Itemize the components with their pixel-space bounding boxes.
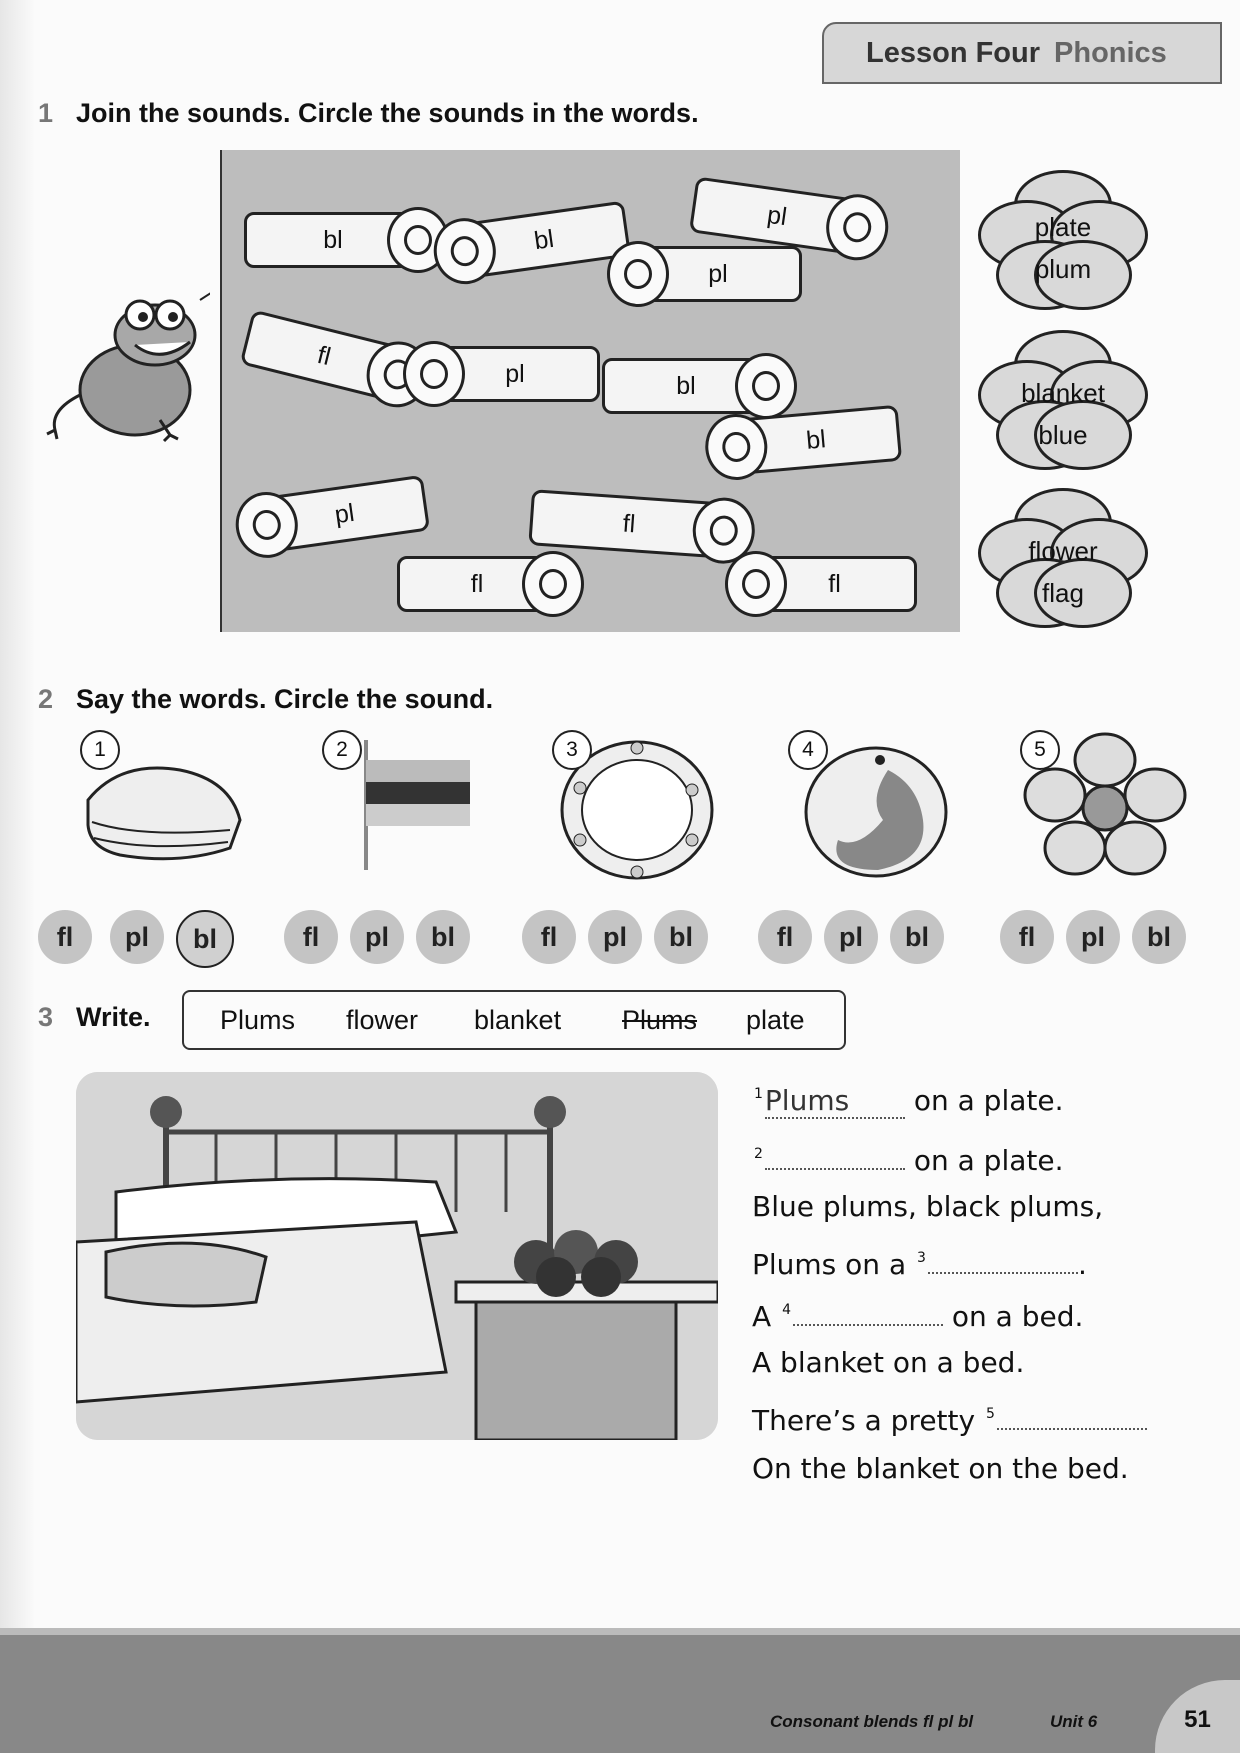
log-end [725, 551, 787, 617]
log[interactable] [397, 556, 557, 612]
sound-option[interactable]: pl [1066, 910, 1120, 964]
flower-word: blue [1038, 420, 1088, 450]
log[interactable] [634, 246, 802, 302]
sound-option[interactable]: fl [284, 910, 338, 964]
sound-option[interactable]: pl [824, 910, 878, 964]
blank-number: 1 [754, 1086, 763, 1102]
poem-text: Plums on a [752, 1248, 907, 1281]
frog-illustration [40, 280, 210, 450]
log-end [607, 241, 669, 307]
poem-line-3: Blue plums, black plums, [752, 1190, 1104, 1223]
word-box-item: plate [746, 1004, 805, 1035]
poem-text: . [1077, 1248, 1087, 1281]
picture-number: 5 [1020, 730, 1060, 770]
bed-scene-icon [76, 1072, 718, 1440]
log[interactable] [752, 556, 917, 612]
picture-number: 3 [552, 730, 592, 770]
log-sound: fl [828, 569, 841, 598]
page-number: 51 [1155, 1680, 1240, 1753]
log-sound: fl [621, 509, 637, 538]
word-flower [978, 488, 1148, 638]
log[interactable] [430, 346, 600, 402]
log-sound: bl [805, 424, 827, 455]
poem-line-5 [752, 1294, 1083, 1333]
answer-blank-4[interactable] [793, 1294, 943, 1326]
word-box-item: flower [346, 1004, 419, 1035]
log-sound: bl [676, 371, 696, 400]
poem-text: on a plate. [913, 1084, 1064, 1117]
sound-option[interactable]: bl [654, 910, 708, 964]
lesson-label: Lesson Four [866, 36, 1041, 69]
blank-number: 2 [754, 1146, 763, 1162]
page-gutter-shadow [0, 0, 34, 1640]
word-box-item-used: Plums [622, 1004, 698, 1035]
log[interactable] [244, 212, 422, 268]
exercise-2-title: Say the words. Circle the sound. [76, 684, 494, 714]
blank-number: 3 [917, 1250, 926, 1266]
poem-line-1 [752, 1084, 1063, 1119]
word-box-item: blanket [474, 1004, 562, 1035]
sound-option[interactable]: fl [522, 910, 576, 964]
poem-text: A [752, 1300, 772, 1333]
picture-number: 4 [788, 730, 828, 770]
answer-blank-5[interactable] [997, 1398, 1147, 1430]
picture-plate [552, 730, 722, 880]
answer-blank-2[interactable] [765, 1138, 905, 1170]
sound-option[interactable]: fl [758, 910, 812, 964]
poem-line-4 [752, 1242, 1087, 1281]
lesson-header [822, 22, 1222, 84]
poem-text: on a bed. [951, 1300, 1084, 1333]
word-box [182, 990, 846, 1050]
answer-blank-1[interactable]: Plums [765, 1084, 905, 1119]
picture-number: 1 [80, 730, 120, 770]
sound-option[interactable]: pl [350, 910, 404, 964]
poem-line-7 [752, 1398, 1147, 1437]
log-end [822, 190, 893, 264]
footer-topic: Consonant blends fl pl bl [770, 1712, 974, 1731]
log-sound: pl [505, 359, 525, 388]
log-end [231, 488, 302, 562]
sound-option[interactable]: pl [588, 910, 642, 964]
poem-line-8: On the blanket on the bed. [752, 1452, 1129, 1485]
exercise-3-number: 3 [38, 1002, 54, 1032]
log[interactable] [240, 309, 409, 402]
picture-number: 2 [322, 730, 362, 770]
log-end [403, 341, 465, 407]
log-sound: fl [314, 340, 334, 371]
word-flower [978, 170, 1148, 320]
blank-number: 5 [985, 1406, 995, 1422]
sound-option[interactable]: bl [890, 910, 944, 964]
log-sound: bl [323, 225, 343, 254]
poem-line-2 [752, 1138, 1063, 1177]
log-sound: pl [765, 200, 789, 231]
log[interactable] [689, 176, 865, 255]
log-end [522, 551, 584, 617]
log-end [703, 411, 771, 482]
sound-option[interactable]: fl [38, 910, 92, 964]
sound-option-circled[interactable]: bl [176, 910, 234, 968]
log-end [735, 353, 797, 419]
log-sound: pl [332, 498, 357, 529]
sound-option[interactable]: fl [1000, 910, 1054, 964]
flower-word: flag [1042, 578, 1084, 608]
exercise-1-number: 1 [38, 98, 54, 128]
log[interactable] [457, 201, 631, 280]
scan-bottom-shadow [0, 1635, 1240, 1753]
sound-option[interactable]: bl [1132, 910, 1186, 964]
poem-line-6: A blanket on a bed. [752, 1346, 1025, 1379]
bedroom-illustration [76, 1072, 718, 1440]
sound-option[interactable]: bl [416, 910, 470, 964]
log[interactable] [528, 489, 729, 559]
log-sound: fl [470, 569, 484, 598]
flower-word: plate [1034, 212, 1092, 242]
log[interactable] [602, 358, 770, 414]
word-box-item: Plums [220, 1004, 296, 1035]
flower-word: flower [1028, 536, 1098, 566]
flower-word: plum [1034, 254, 1092, 284]
word-flower [978, 330, 1148, 480]
log[interactable] [259, 475, 430, 553]
log-sound: pl [708, 259, 728, 288]
flower-word: blanket [1021, 378, 1105, 408]
pond-logs-area [220, 150, 960, 632]
exercise-3-title: Write. [76, 1002, 151, 1032]
blank-number: 4 [782, 1302, 791, 1318]
poem-text: on a plate. [913, 1144, 1064, 1177]
lesson-topic: Phonics [1054, 36, 1167, 69]
poem-text: There’s a pretty [752, 1404, 976, 1437]
picture-flower [1020, 730, 1190, 880]
picture-flag [322, 730, 492, 880]
log-sound: bl [532, 224, 556, 255]
footer-unit: Unit 6 [1050, 1712, 1098, 1731]
exercise-2-number: 2 [38, 684, 54, 714]
answer-blank-3[interactable] [928, 1242, 1078, 1274]
picture-blanket [80, 730, 250, 880]
exercise-1-title: Join the sounds. Circle the sounds in the words. [76, 98, 699, 128]
sound-option[interactable]: pl [110, 910, 164, 964]
picture-plum [788, 730, 958, 880]
